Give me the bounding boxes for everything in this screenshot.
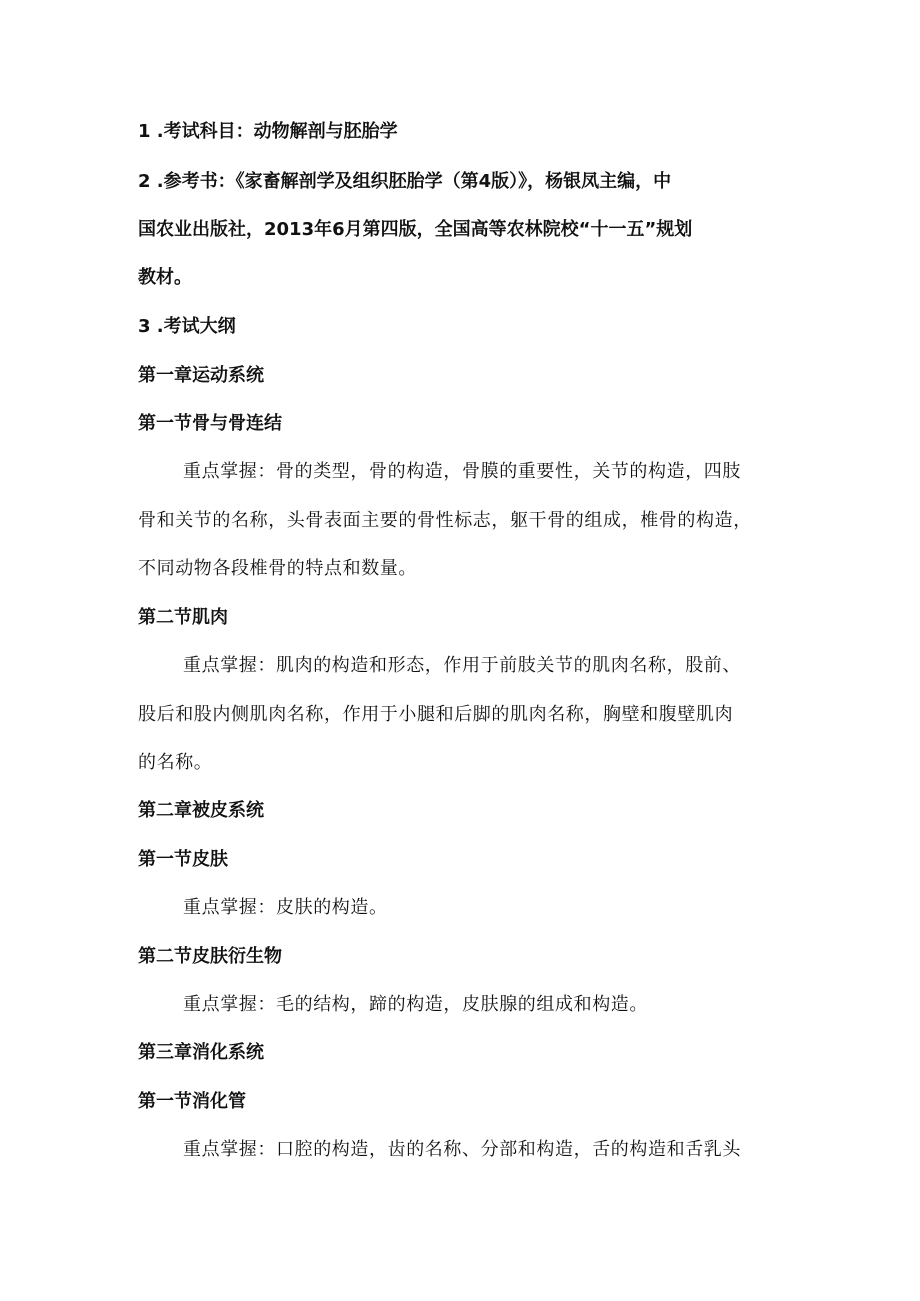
chapter-1-section-1-text-line-2: 骨和关节的名称，头骨表面主要的骨性标志，躯干骨的组成，椎骨的构造，	[138, 510, 752, 531]
chapter-2-section-2-text-line-1: 重点掌握：毛的结构，蹄的构造，皮肤腺的组成和构造。	[183, 994, 648, 1015]
chapter-3-heading: 第三章消化系统	[138, 1042, 264, 1063]
chapter-2-section-1-text-line-1: 重点掌握：皮肤的构造。	[183, 897, 388, 918]
chapter-3-section-1-heading: 第一节消化管	[138, 1091, 246, 1112]
chapter-1-section-2-text-line-2: 股后和股内侧肌肉名称，作用于小腿和后脚的肌肉名称，胸壁和腹壁肌肉	[138, 704, 734, 725]
chapter-1-section-1-text-line-3: 不同动物各段椎骨的特点和数量。	[138, 558, 417, 579]
reference-book-line-1: 2 .参考书：《家畜解剖学及组织胚胎学（第4版）》，杨银凤主编，中	[138, 171, 672, 192]
chapter-1-section-2-text-line-3: 的名称。	[138, 752, 213, 773]
chapter-2-section-2-heading: 第二节皮肤衍生物	[138, 946, 282, 967]
reference-book-line-3: 教材。	[138, 267, 192, 288]
reference-book-line-2: 国农业出版社，2013年6月第四版，全国高等农林院校“十一五”规划	[138, 219, 693, 240]
exam-subject-line: 1 .考试科目：动物解剖与胚胎学	[138, 121, 398, 142]
chapter-3-section-1-text-line-1: 重点掌握：口腔的构造，齿的名称、分部和构造，舌的构造和舌乳头	[183, 1139, 741, 1160]
chapter-1-section-1-heading: 第一节骨与骨连结	[138, 413, 282, 434]
chapter-2-heading: 第二章被皮系统	[138, 800, 264, 821]
chapter-2-section-1-heading: 第一节皮肤	[138, 849, 228, 870]
chapter-1-section-1-text-line-1: 重点掌握：骨的类型，骨的构造，骨膜的重要性，关节的构造，四肢	[183, 461, 741, 482]
chapter-1-section-2-heading: 第二节肌肉	[138, 607, 228, 628]
exam-outline-heading: 3 .考试大纲	[138, 316, 236, 337]
chapter-1-section-2-text-line-1: 重点掌握：肌肉的构造和形态，作用于前肢关节的肌肉名称，股前、	[183, 655, 741, 676]
chapter-1-heading: 第一章运动系统	[138, 365, 264, 386]
